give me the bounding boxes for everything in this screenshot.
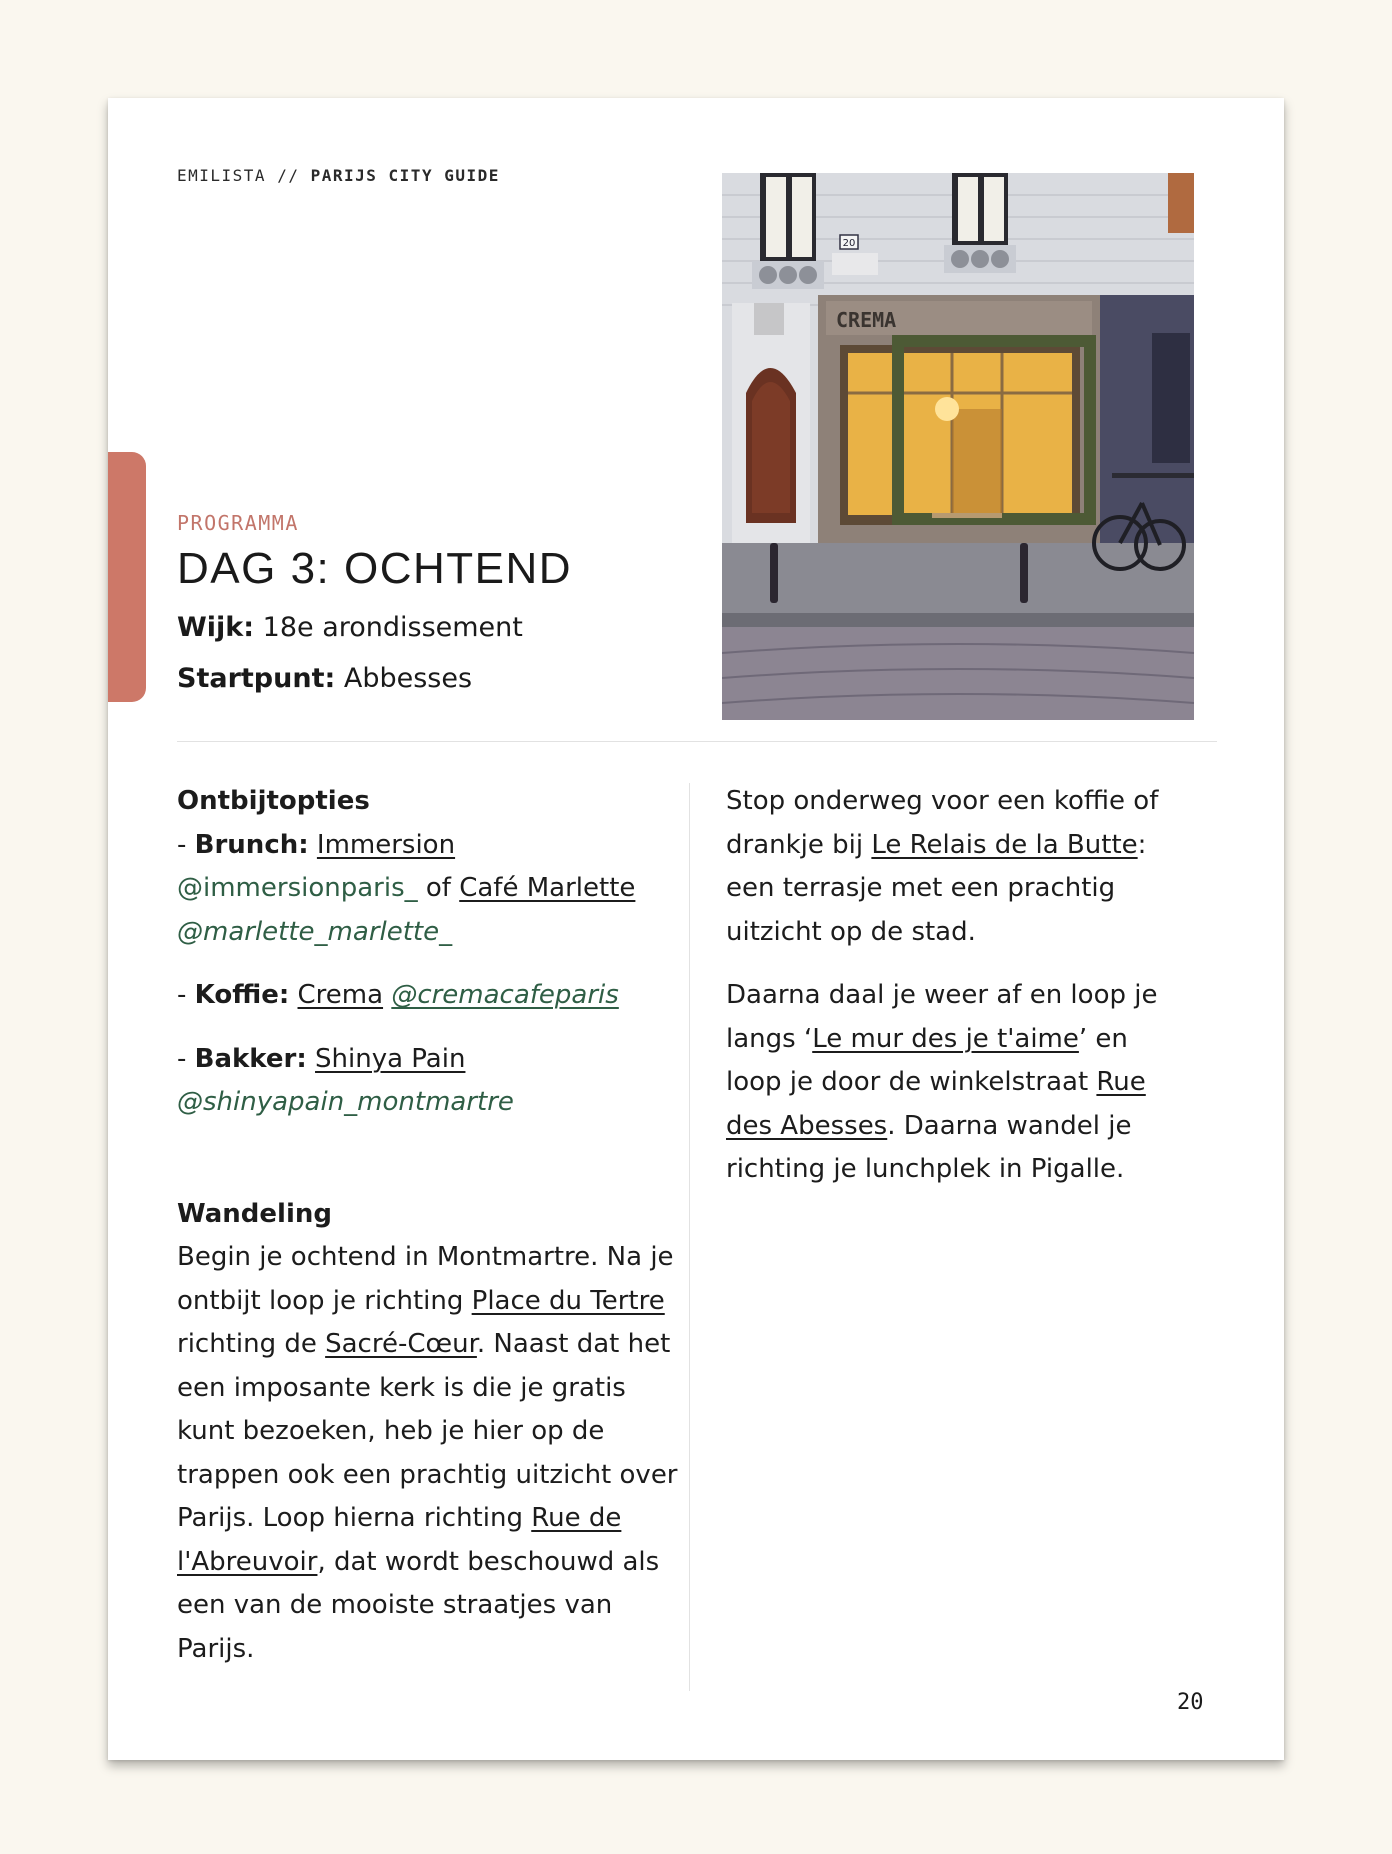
crema-link[interactable]: Crema xyxy=(297,980,384,1010)
relais-text-1: Stop onderweg voor een koffie of drankje bij xyxy=(726,786,1159,860)
start-point-value: Abbesses xyxy=(343,663,473,694)
start-point-line xyxy=(177,663,472,694)
walk-text-3: . Naast dat het een imposante kerk is die je gratis kunt bezoeken, heb je hier op de trappen ook een prachtig uitzicht over Parijs. Loop hierna richting xyxy=(177,1329,678,1533)
breakfast-heading: Ontbijtopties xyxy=(177,786,370,816)
relais-paragraph xyxy=(726,780,1186,954)
running-header xyxy=(177,166,500,185)
house-number: 20 xyxy=(842,238,856,249)
mur-paragraph xyxy=(726,974,1186,1192)
walk-text-4: , dat wordt beschouwd als een van de mooiste straatjes van Parijs. xyxy=(177,1546,660,1664)
column-divider xyxy=(689,783,690,1691)
brunch-or: of xyxy=(425,873,451,903)
walk-paragraph xyxy=(177,1236,682,1671)
cafe-photo xyxy=(722,173,1194,720)
relais-text-2: : een terrasje met een prachtig uitzicht op de stad. xyxy=(726,829,1147,947)
mur-des-je-taime-link[interactable]: Le mur des je t'aime xyxy=(812,1023,1079,1054)
mur-text-2: ’ en loop je door de winkelstraat xyxy=(726,1023,1128,1097)
place-du-tertre-link[interactable]: Place du Tertre xyxy=(471,1285,665,1316)
coffee-item: - Koffie: Crema @cremacafeparis xyxy=(177,980,619,1010)
section-label: PROGRAMMA xyxy=(177,511,299,535)
relais-de-la-butte-link[interactable]: Le Relais de la Butte xyxy=(871,829,1138,860)
guide-page xyxy=(108,98,1284,1760)
coffee-label: Koffie: xyxy=(194,980,290,1010)
brunch-label: Brunch: xyxy=(194,829,309,860)
immersion-link[interactable]: Immersion xyxy=(316,829,456,860)
sacre-coeur-link[interactable]: Sacré-Cœur xyxy=(325,1329,477,1359)
section-tab-marker xyxy=(108,452,146,702)
bakery-label: Bakker: xyxy=(194,1043,307,1074)
left-column xyxy=(177,780,682,1671)
rue-des-abesses-link[interactable]: Rue des Abesses xyxy=(726,1067,1146,1141)
immersion-handle[interactable]: @immersionparis_ xyxy=(177,873,418,903)
shinya-pain-link[interactable]: Shinya Pain xyxy=(315,1043,466,1074)
mur-text-3: . Daarna wandel je richting je lunchplek in Pigalle. xyxy=(726,1110,1132,1184)
walk-text-2: richting de xyxy=(177,1329,326,1359)
shinya-handle[interactable]: @shinyapain_montmartre xyxy=(177,1087,514,1117)
cafe-marlette-link[interactable]: Café Marlette xyxy=(459,873,636,903)
marlette-handle[interactable]: @marlette_marlette_ xyxy=(177,916,453,947)
start-point-label: Startpunt: xyxy=(177,663,336,694)
horizontal-divider xyxy=(177,741,1217,742)
shop-sign: CREMA xyxy=(836,308,897,332)
mur-text-1: Daarna daal je weer af en loop je langs ‘ xyxy=(726,980,1158,1054)
header-guide-title: PARIJS CITY GUIDE xyxy=(310,166,500,185)
page-number: 20 xyxy=(1177,1690,1204,1715)
rue-abreuvoir-link[interactable]: Rue de l'Abreuvoir xyxy=(177,1503,622,1577)
bakery-item: - Bakker: Shinya Pain @shinyapain_montmartre xyxy=(177,1043,514,1117)
walk-text-1: Begin je ochtend in Montmartre. Na je ontbijt loop je richting xyxy=(177,1242,674,1316)
crema-handle[interactable]: @cremacafeparis xyxy=(391,980,619,1010)
district-value: 18e arondissement xyxy=(262,612,523,643)
walk-heading: Wandeling xyxy=(177,1198,332,1229)
page-title: DAG 3: OCHTEND xyxy=(177,544,573,593)
header-brand: EMILISTA // xyxy=(177,166,300,185)
district-label: Wijk: xyxy=(177,612,255,643)
right-column xyxy=(726,780,1186,1192)
brunch-item: - Brunch: Immersion @immersionparis_ of Café Marlette @marlette_marlette_ xyxy=(177,829,636,947)
district-line xyxy=(177,612,523,643)
